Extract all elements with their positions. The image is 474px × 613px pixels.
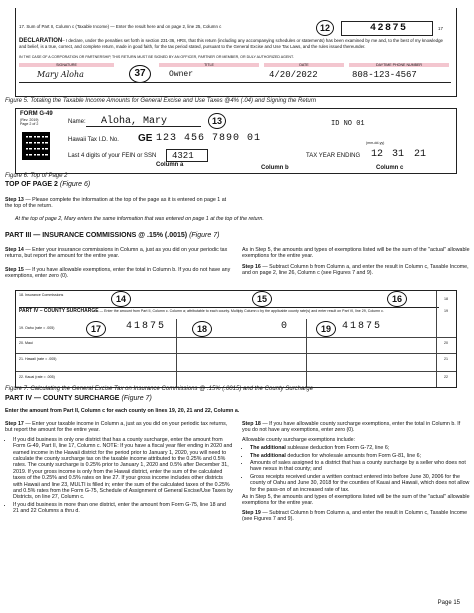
column-b-header: Column b bbox=[261, 165, 289, 171]
step-16-label: Step 16 bbox=[242, 264, 261, 270]
step-17 bbox=[5, 421, 233, 434]
date-value: 4/20/2022 bbox=[269, 70, 318, 80]
mmddyy: (mm-dd-yy) bbox=[366, 141, 385, 145]
column-a-header: Column a bbox=[156, 162, 184, 168]
step-13-text: — Please complete the information at the top of the page as it is entered on page 1 at the top of the return. bbox=[5, 197, 227, 210]
step-19-label: Step 19 bbox=[242, 509, 261, 516]
line-17-label: 17. Sum of Part II, Column c (Taxable Income) — Enter the result here and on page 2, line 25, Column c bbox=[19, 24, 222, 29]
figure-5 bbox=[15, 8, 457, 97]
exemptions-list bbox=[242, 445, 470, 493]
step-15-text: — If you have allowable exemptions, enter the total in Column b. If you do not have any exemptions, enter zero (0). bbox=[5, 267, 231, 280]
part-3-fig: (Figure 7) bbox=[189, 232, 220, 239]
callout-19: 19 bbox=[316, 321, 336, 337]
part-4-form-title-bold: PART IV – COUNTY SURCHARGE bbox=[19, 308, 99, 314]
declaration bbox=[19, 38, 451, 49]
phone-value: 808-123-4567 bbox=[352, 70, 417, 80]
figure-6 bbox=[15, 108, 457, 174]
callout-16: 16 bbox=[387, 291, 407, 307]
callout-12: 12 bbox=[316, 20, 334, 36]
year-day: 31 bbox=[392, 149, 405, 160]
callout-37: 37 bbox=[129, 65, 151, 83]
step-19 bbox=[242, 510, 470, 523]
taxid-label: Hawaii Tax I.D. No. bbox=[68, 137, 119, 143]
exemption-nexus bbox=[250, 460, 470, 473]
row-22-rule bbox=[16, 371, 456, 372]
col-divider-3 bbox=[436, 291, 437, 387]
step-17-text: — Enter your taxable income in Column a, just as you did on your periodic tax returns, but report the amount for the entire year. bbox=[5, 421, 228, 434]
bullet-multi-district: • If you did business in more than one district, enter the amount from Form G-75, line 18 and 21 and 22 Columns a thru d. bbox=[13, 502, 233, 515]
title-value: Owner bbox=[169, 70, 194, 79]
step-14-text: — Enter your insurance commissions in Column a, just as you did on your periodic tax returns, but report the amount for the entire year. bbox=[5, 247, 228, 260]
exemption-sublease-bold: The additional bbox=[250, 445, 286, 452]
top-of-page-2-fig: (Figure 6) bbox=[59, 181, 91, 188]
oahu-column-a: 41875 bbox=[126, 321, 167, 332]
part-4-title: PART IV — COUNTY SURCHARGE bbox=[5, 395, 120, 402]
fein-box bbox=[166, 149, 208, 162]
date-label: DATE bbox=[264, 63, 344, 67]
bullet-one-district: • If you did business in only one district that has a county surcharge, enter the amount from Form G-49, Part II, line 17, Column c. NOTE: If you have a fiscal year filer ending in 2020 and earned income in the Hawaii district for the period prior to January 1, 2020, you will need to calculate the county surcharge tax on the taxable income attributed to the 0.25% and 0.5% rates. The county surcharge is 0.25% prior to January 1, 2020 and 0.5% after December 31, 2019. If your gross income is only from the Hawaii district, enter the sum of the calculated taxes of the 0.25% and 0.5% rates on line 27. If your gross income includes other districts with Hawaii and line 23, MULTI is filled in; enter the sum of the calculated taxes of the 0.25% and 0.5% rates from the Form G-75, Schedule of Assignment of General Excise/Use Taxes by Districts, on line 27, Column c. bbox=[13, 437, 233, 501]
step-14-label: Step 14 bbox=[5, 247, 24, 253]
line-21-num: 21 bbox=[444, 357, 448, 361]
line-18-label: 18. Insurance Commissions bbox=[19, 293, 64, 297]
exemption-sublease-text: sublease deduction from Form G-72, line 6; bbox=[285, 445, 390, 452]
part-4-form-title bbox=[19, 307, 439, 313]
exemption-wholesale bbox=[250, 453, 470, 459]
ge-prefix: GE bbox=[138, 133, 153, 144]
name-label: Name: bbox=[68, 119, 86, 125]
figure-7-caption: Figure 7. Calculating the General Excise Tax on Insurance Commissions @ .15% (.0015) and the County Surcharge bbox=[5, 386, 314, 392]
oahu-column-b: 0 bbox=[281, 321, 288, 332]
part-4-form-instructions: — Enter the amount from Part II, Column c. Column a; attributable to each county. Multiply Column c by the applicable county rate(s) and enter result on Part VI, line 29, Column c. bbox=[99, 309, 384, 313]
signature-rule bbox=[19, 82, 451, 83]
step-14 bbox=[5, 247, 233, 260]
line-20-num: 20 bbox=[444, 341, 448, 345]
step-15-label: Step 15 bbox=[5, 267, 24, 273]
line-17-amount: 42875 bbox=[370, 23, 408, 34]
callout-14: 14 bbox=[111, 291, 131, 307]
row-21-rule bbox=[16, 353, 456, 354]
part-4-intro: Enter the amount from Part II, Column c for each county on lines 19, 20, 21 and 22, Column a. bbox=[5, 408, 240, 414]
col-divider-2 bbox=[306, 319, 307, 387]
callout-15: 15 bbox=[252, 291, 272, 307]
id-label: ID NO 01 bbox=[331, 120, 365, 128]
step-19-text: — Subtract Column b from Column a, and enter the result in Column c, Taxable Income (see Figures 7 and 9). bbox=[242, 509, 468, 523]
year-year: 21 bbox=[414, 149, 427, 160]
step-15 bbox=[5, 267, 233, 280]
line-22-label: 22. Kauai (rate = .005) bbox=[19, 375, 55, 379]
step-18 bbox=[242, 421, 470, 434]
top-of-page-2-note: At the top of page 2, Mary enters the same information that was entered on page 1 at the top of the return. bbox=[15, 216, 264, 222]
year-month: 12 bbox=[371, 149, 384, 160]
step-16 bbox=[242, 264, 470, 277]
qr-code bbox=[22, 132, 50, 160]
signature: Mary Aloha bbox=[37, 70, 84, 79]
part-4-fig: (Figure 7) bbox=[121, 395, 152, 402]
callout-18: 18 bbox=[192, 321, 212, 337]
phone-label: DAYTIME PHONE NUMBER bbox=[349, 63, 449, 67]
signature-line bbox=[19, 63, 451, 85]
step-17-label: Step 17 bbox=[5, 421, 24, 427]
corporation-text: IN THE CASE OF A CORPORATION OR PARTNERSHIP, THIS RETURN MUST BE SIGNED BY AN OFFICER, PARTNER OR MEMBER, OR DULY AUTHORIZED AGENT. bbox=[19, 55, 294, 59]
callout-13: 13 bbox=[208, 113, 226, 129]
figure-6-caption: Figure 6. Top of Page 2 bbox=[5, 173, 68, 179]
page-number: Page 15 bbox=[437, 600, 460, 606]
fein-label: Last 4 digits of your FEIN or SSN bbox=[68, 153, 157, 159]
form-page: Page 2 of 2 bbox=[20, 122, 39, 126]
name-rule bbox=[86, 126, 201, 127]
top-of-page-2-heading bbox=[5, 181, 90, 188]
step-17-bullets bbox=[5, 437, 233, 515]
line-21-label: 21. Hawaii (rate = .005) bbox=[19, 357, 57, 361]
exemption-contract-text: Gross receipts received under a written contract entered into before June 30, 2006 for the county of Oahu and June 30, 2018 for the counties of Kauai and Hawaii, which does not allow for the pass-on of an increased rate of tax. bbox=[250, 473, 470, 493]
part-3-title: PART III — INSURANCE COMMISSIONS @ .15% (.0015) bbox=[5, 232, 188, 239]
exemption-nexus-text: Amounts of sales assigned to a district that has a county surcharge by a seller who does not have nexus in that county; and bbox=[250, 460, 466, 473]
figure-7 bbox=[15, 290, 457, 388]
line-19-label: 19. Oahu (rate = .005) bbox=[19, 326, 55, 330]
exemption-wholesale-bold: The additional bbox=[250, 452, 286, 459]
part-4-right-column bbox=[242, 421, 470, 523]
line-18-num: 18 bbox=[444, 297, 448, 301]
title-label: TITLE bbox=[159, 63, 259, 67]
line-17-num: 17 bbox=[438, 26, 443, 31]
form-name: FORM G-49 bbox=[20, 111, 53, 117]
part-3-right-note: As in Step 5, the amounts and types of exemptions listed will be the sum of the "actual" allowable exemptions for the entire year. bbox=[242, 247, 470, 260]
fein-value: 4321 bbox=[172, 151, 194, 161]
allowable-exemptions-intro: Allowable county surcharge exemptions include: bbox=[242, 436, 356, 443]
part-4-heading bbox=[5, 395, 152, 402]
line-22-num: 22 bbox=[444, 375, 448, 379]
step-18-label: Step 18 bbox=[242, 421, 261, 427]
signature-label: SIGNATURE bbox=[19, 63, 114, 67]
figure-5-caption: Figure 5. Totaling the Taxable Income Amounts for General Excise and Use Taxes @4% (.04) and Signing the Return bbox=[5, 98, 317, 104]
col-divider-1 bbox=[176, 319, 177, 387]
form-rev: (Rev. 2019) bbox=[20, 118, 39, 122]
declaration-title: DECLARATION bbox=[19, 38, 63, 44]
name-value: Aloha, Mary bbox=[101, 116, 168, 127]
line-17-amount-box bbox=[341, 21, 433, 36]
part-3-heading bbox=[5, 232, 219, 239]
top-of-page-2-title: TOP OF PAGE 2 bbox=[5, 181, 58, 188]
exemption-contract bbox=[250, 474, 470, 493]
part-4-right-note: As in Step 5, the amounts and types of exemptions listed will be the sum of the "actual" allowable exemptions for the entire year. bbox=[242, 494, 470, 507]
step-13-label: Step 13 bbox=[5, 197, 24, 203]
declaration-text: – I declare, under the penalties set forth in section 231-36, HRS, that this return (including any accompanying schedules or statements) has been examined by me and, to the best of my knowledge and belief, is a true, correct, and complete return, made in good faith, for the tax period stated, pursuant to the General Excise and Use Tax Laws, and the rules issued thereunder. bbox=[19, 38, 443, 49]
line-20-label: 20. Maui bbox=[19, 341, 33, 345]
column-c-header: Column c bbox=[376, 165, 404, 171]
line-19-num-top: 19 bbox=[444, 309, 448, 313]
exemption-sublease bbox=[250, 445, 470, 451]
oahu-column-c: 41875 bbox=[342, 321, 383, 332]
row-20-rule bbox=[16, 337, 456, 338]
part-4-left-column bbox=[5, 421, 233, 516]
taxid-value: 123 456 7890 01 bbox=[156, 133, 262, 144]
year-label: TAX YEAR ENDING bbox=[306, 153, 361, 159]
step-18-text: — If you have allowable county surcharge exemptions, enter the total in Column b. If you do not have any exemptions, enter zero (0). bbox=[242, 421, 461, 434]
step-16-text: — Subtract Column b from Column a, and enter the result in Column c, Taxable Income, and on page 2, line 26, Column c (see Figures 7 and 9). bbox=[242, 264, 469, 277]
callout-17: 17 bbox=[86, 321, 106, 337]
exemption-wholesale-text: deduction for wholesale amounts from Form G-81, line 6; bbox=[285, 452, 422, 459]
step-13 bbox=[5, 197, 233, 210]
